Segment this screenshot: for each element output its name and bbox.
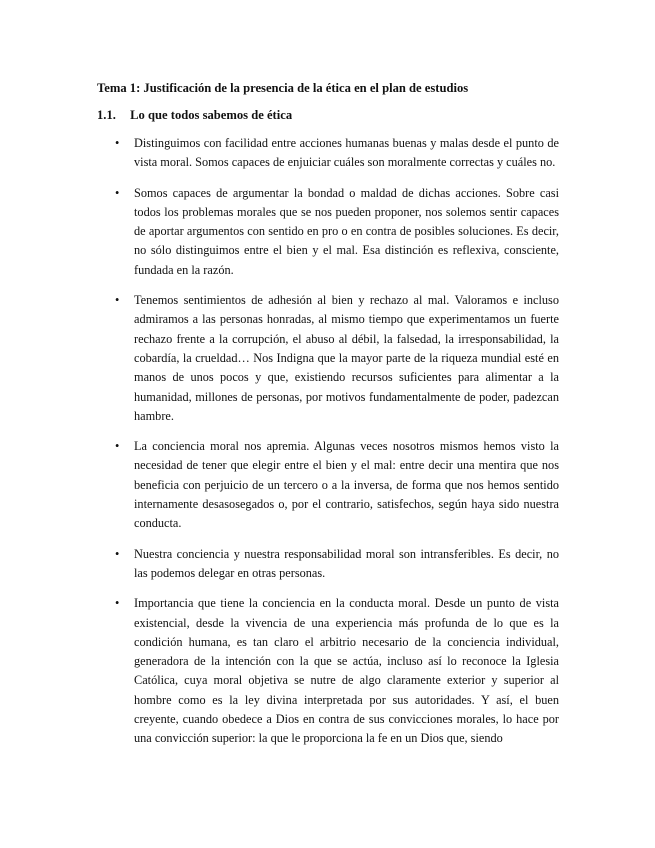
bullet-text: Somos capaces de argumentar la bondad o maldad de dichas acciones. Sobre casi todos los problemas morales que se nos pueden proponer, nos solemos sentir capaces de aportar argumentos con sentido en pro o en contra de posibles soluciones. Es decir, no sólo distinguimos entre el bien y el mal. Esa distinción es reflexiva, consciente, fundada en la razón. [134,185,559,277]
list-item [97,594,559,748]
section-heading [97,106,567,124]
section-title: Lo que todos sabemos de ética [130,108,293,122]
bullet-text: Importancia que tiene la conciencia en la conducta moral. Desde un punto de vista existencial, desde la vivencia de una experiencia más profunda de lo que es la condición humana, es tan claro el arbitrio necesario de la conciencia individual, generadora de la intención con la que se actúa, incluso así lo reconoce la Iglesia Católica, cuya moral objetiva se nutre de algo claramente exterior y superior al hombre como es la ley divina interpretada por sus autoridades. Y así, el buen creyente, cuando obedece a Dios en contra de sus convicciones morales, lo hace por una convicción superior: la que le proporciona la fe en un Dios que, siendo [134,596,559,746]
list-item [97,134,559,173]
list-item [97,437,559,533]
list-item [97,291,559,426]
bullet-list [97,134,559,760]
list-item [97,545,559,584]
bullet-icon: • [115,439,120,454]
bullet-icon: • [115,185,120,200]
bullet-text: Distinguimos con facilidad entre acciones humanas buenas y malas desde el punto de vista moral. Somos capaces de enjuiciar cuáles son moralmente correctas y cuáles no. [134,136,559,170]
bullet-icon: • [115,596,120,611]
bullet-icon: • [115,136,120,150]
bullet-text: Nuestra conciencia y nuestra responsabilidad moral son intransferibles. Es decir, no las podemos delegar en otras personas. [134,546,559,580]
bullet-text: La conciencia moral nos apremia. Algunas veces nosotros mismos hemos visto la necesidad de tener que elegir entre el bien y el mal: entre decir una mentira que nos beneficia con perjuicio de un tercero o a la inversa, de forma que nos hemos sentido internamente desasosegados o, por el contrario, satisfechos, según haya sido nuestra conducta. [134,439,559,531]
bullet-text: Tenemos sentimientos de adhesión al bien y rechazo al mal. Valoramos e incluso admiramos a las personas honradas, al mismo tiempo que experimentamos un fuerte rechazo frente a la corrupción, el abuso al débil, la falsedad, la irresponsabilidad, la cobardía, la crueldad… Nos Indigna que la mayor parte de la riqueza mundial esté en manos de unos pocos y que, existiendo recursos suficientes para alimentar a la humanidad, millones de personas, por motivos fundamentalmente de poder, padezcan hambre. [134,293,559,423]
bullet-icon: • [115,546,120,561]
list-item [97,184,559,280]
section-number: 1.1. [97,108,116,122]
document-title: Tema 1: Justificación de la presencia de la ética en el plan de estudios [97,81,469,95]
bullet-icon: • [115,293,120,308]
